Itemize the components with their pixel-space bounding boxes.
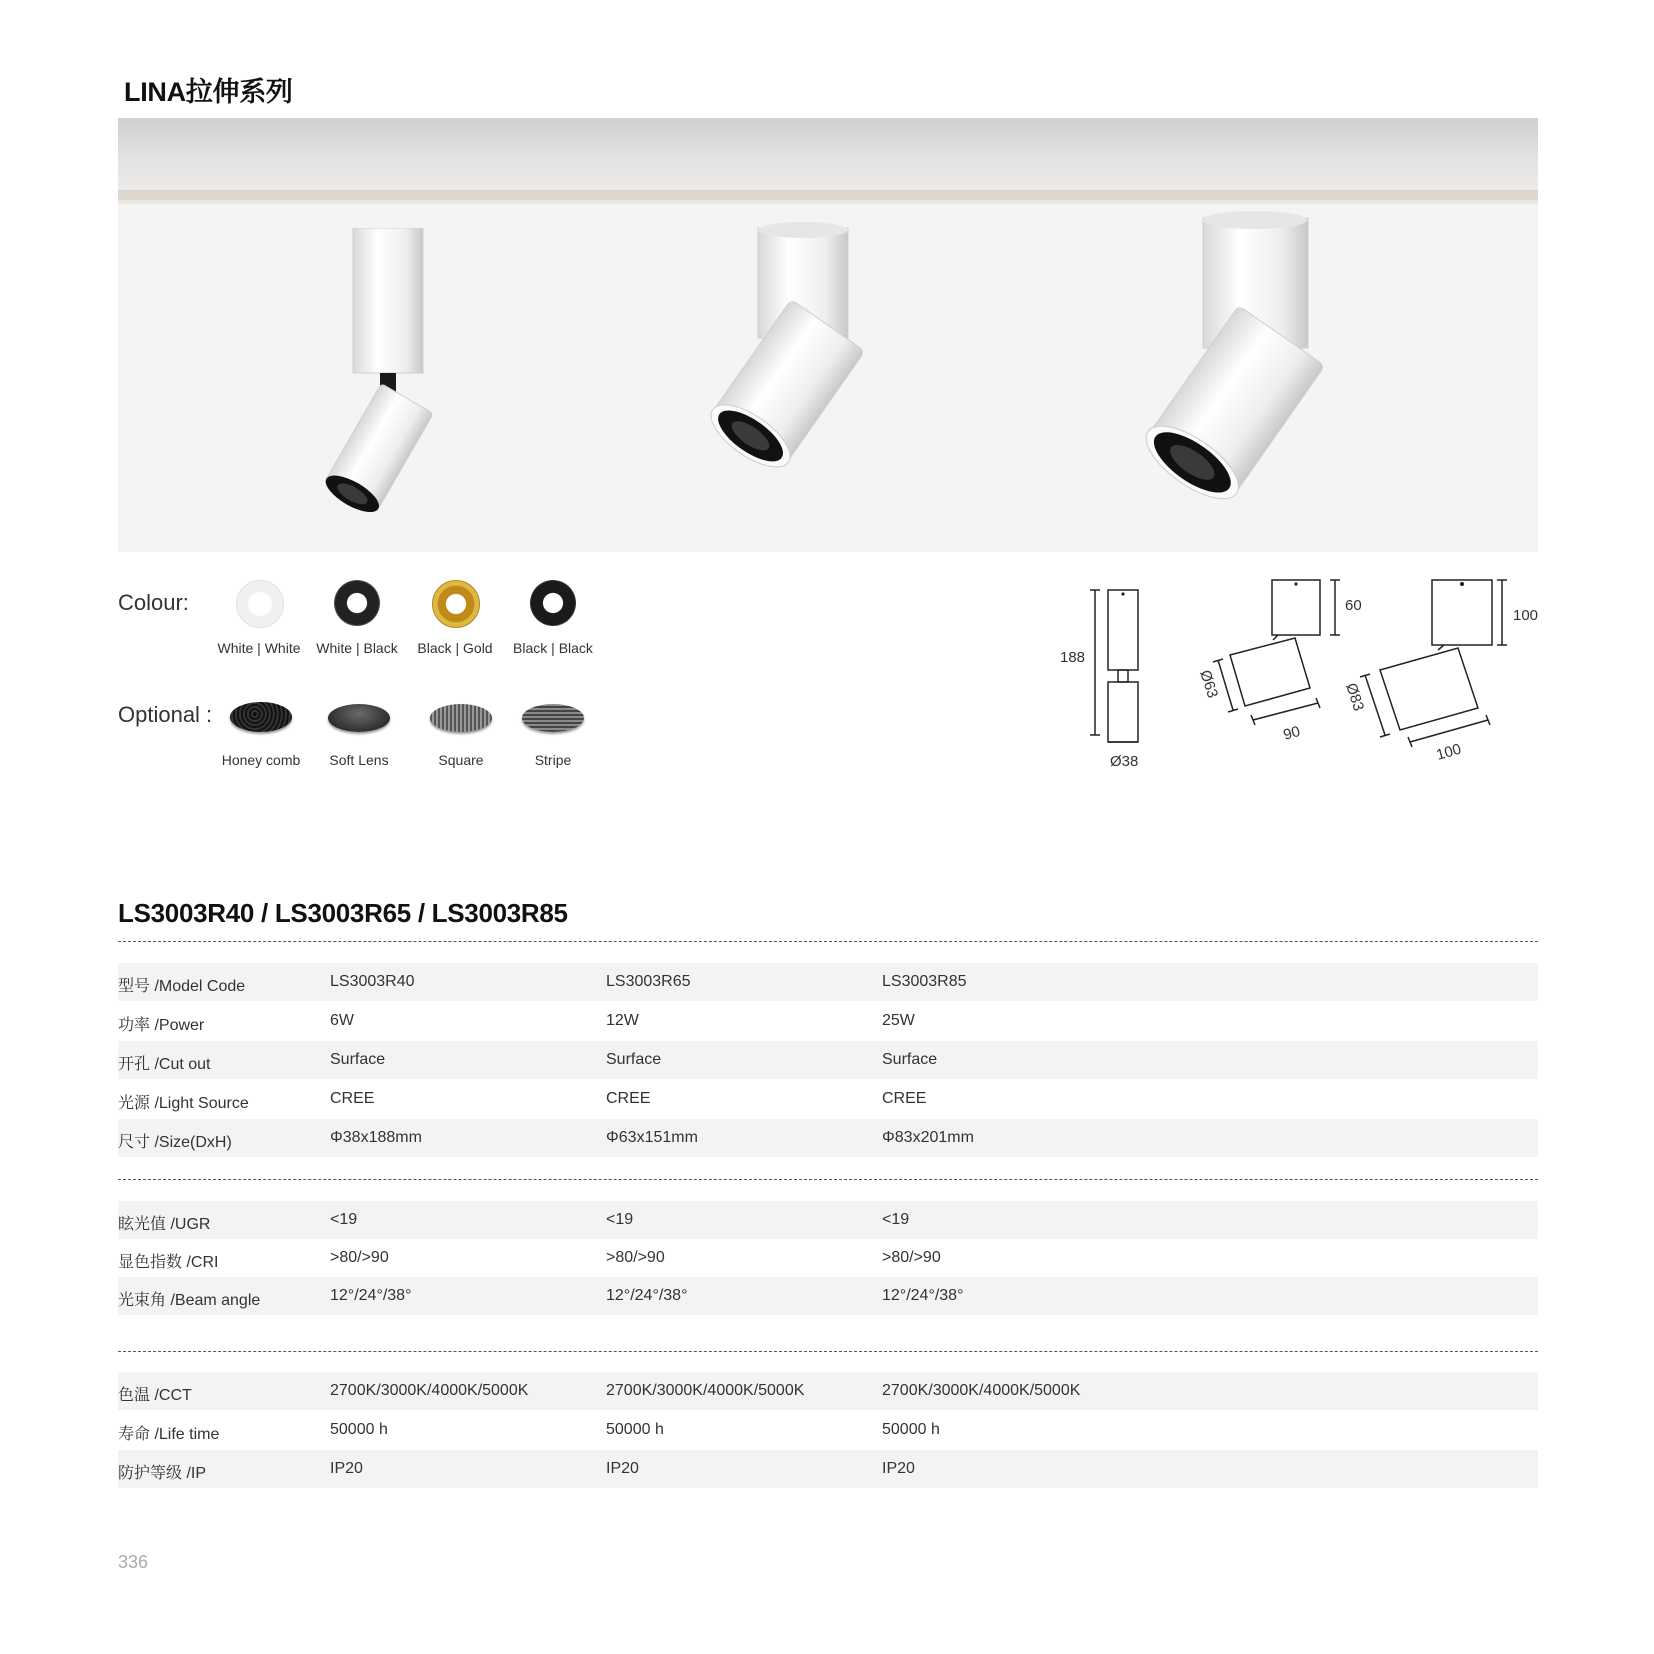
spec-value: 12W: [606, 1012, 639, 1029]
spec-title: LS3003R40 / LS3003R65 / LS3003R85: [118, 898, 568, 928]
spec-row: [118, 1002, 1538, 1040]
optional-item-label: Square: [438, 752, 484, 768]
spec-value: <19: [882, 1211, 910, 1228]
ceiling: [118, 118, 1538, 190]
spec-label: 色温 /CCT: [118, 1387, 192, 1404]
spec-row: [118, 1450, 1538, 1488]
spec-value: >80/>90: [330, 1249, 389, 1266]
optional-item-label: Soft Lens: [329, 752, 389, 768]
spec-row: [118, 1119, 1538, 1157]
dim-small-diameter: Ø38: [1110, 753, 1139, 770]
spec-label: 尺寸 /Size(DxH): [118, 1134, 232, 1151]
swatch-black-gold[interactable]: [432, 580, 480, 628]
spec-value: CREE: [882, 1090, 927, 1107]
spec-value: LS3003R85: [882, 973, 967, 990]
square-lens-icon[interactable]: [430, 704, 492, 732]
spec-label: 开孔 /Cut out: [118, 1056, 211, 1073]
spec-row: [118, 1239, 1538, 1277]
spec-label: 光束角 /Beam angle: [118, 1292, 261, 1309]
spec-value: 2700K/3000K/4000K/5000K: [330, 1382, 529, 1399]
spec-row: [118, 1372, 1538, 1410]
spec-label: 功率 /Power: [118, 1017, 205, 1034]
spec-label: 寿命 /Life time: [118, 1426, 220, 1443]
spec-value: 6W: [330, 1012, 354, 1029]
dim-small-height: 188: [1060, 649, 1086, 666]
page-number: 336: [118, 1552, 149, 1572]
spec-value: <19: [330, 1211, 358, 1228]
dim-large-diameter: Ø83: [1342, 680, 1368, 714]
spec-label: 眩光值 /UGR: [118, 1216, 211, 1233]
spec-value: 50000 h: [606, 1421, 664, 1438]
spec-value: 12°/24°/38°: [606, 1287, 688, 1304]
dim-large-height: 100: [1513, 607, 1539, 624]
swatch-label: White | White: [217, 640, 301, 656]
spec-row: [118, 1041, 1538, 1079]
colour-label: Colour:: [118, 590, 189, 615]
spec-value: 2700K/3000K/4000K/5000K: [606, 1382, 805, 1399]
spec-row: [118, 1411, 1538, 1449]
product-hero-image: [118, 118, 1538, 552]
spec-value: Surface: [882, 1051, 938, 1068]
spec-row: [118, 963, 1538, 1001]
lamp-large-image: [1118, 208, 1348, 528]
spec-value: IP20: [330, 1460, 363, 1477]
spec-value: Surface: [330, 1051, 386, 1068]
spec-row: [118, 1201, 1538, 1239]
dim-medium-length: 90: [1281, 722, 1303, 744]
spec-value: LS3003R65: [606, 973, 691, 990]
divider: [118, 941, 1538, 942]
swatch-white-white[interactable]: [236, 580, 284, 628]
dimension-drawings: [1040, 570, 1540, 780]
swatch-label: White | Black: [316, 640, 398, 656]
spec-label: 防护等级 /IP: [118, 1465, 207, 1482]
dim-medium-height: 60: [1345, 597, 1362, 614]
spec-value: Surface: [606, 1051, 662, 1068]
swatch-black-black[interactable]: [530, 580, 576, 626]
spec-value: 50000 h: [330, 1421, 388, 1438]
spec-row: [118, 1277, 1538, 1315]
spec-label: 光源 /Light Source: [118, 1095, 249, 1112]
page-title: LINA拉伸系列: [124, 77, 293, 107]
ceiling-rail-shadow: [118, 200, 1538, 204]
spec-label: 显色指数 /CRI: [118, 1254, 219, 1271]
spec-value: CREE: [330, 1090, 375, 1107]
spec-value: 12°/24°/38°: [330, 1287, 412, 1304]
spec-value: 50000 h: [882, 1421, 940, 1438]
dim-medium-diameter: Ø63: [1196, 667, 1222, 701]
spec-row: [118, 1080, 1538, 1118]
dim-large-length: 100: [1434, 740, 1464, 764]
spec-value: 25W: [882, 1012, 915, 1029]
optional-label: Optional :: [118, 702, 213, 727]
spec-value: CREE: [606, 1090, 651, 1107]
spec-value: Φ38x188mm: [330, 1129, 422, 1146]
spec-value: LS3003R40: [330, 973, 415, 990]
optional-item-label: Stripe: [534, 752, 572, 768]
spec-value: 2700K/3000K/4000K/5000K: [882, 1382, 1081, 1399]
spec-value: 12°/24°/38°: [882, 1287, 964, 1304]
honeycomb-lens-icon[interactable]: [230, 702, 292, 732]
swatch-label: Black | Black: [513, 640, 593, 656]
ceiling-rail: [118, 190, 1538, 200]
soft-lens-icon[interactable]: [328, 704, 390, 732]
spec-value: Φ63x151mm: [606, 1129, 698, 1146]
spec-label: 型号 /Model Code: [118, 978, 246, 995]
spec-value: IP20: [606, 1460, 639, 1477]
spec-value: IP20: [882, 1460, 915, 1477]
swatch-white-black[interactable]: [334, 580, 380, 626]
divider: [118, 1351, 1538, 1352]
stripe-lens-icon[interactable]: [522, 704, 584, 732]
optional-item-label: Honey comb: [221, 752, 301, 768]
spec-value: >80/>90: [606, 1249, 665, 1266]
divider: [118, 1179, 1538, 1180]
spec-value: >80/>90: [882, 1249, 941, 1266]
lamp-medium-image: [688, 218, 888, 478]
spec-value: <19: [606, 1211, 634, 1228]
swatch-label: Black | Gold: [417, 640, 493, 656]
lamp-small-image: [288, 228, 448, 518]
spec-value: Φ83x201mm: [882, 1129, 974, 1146]
